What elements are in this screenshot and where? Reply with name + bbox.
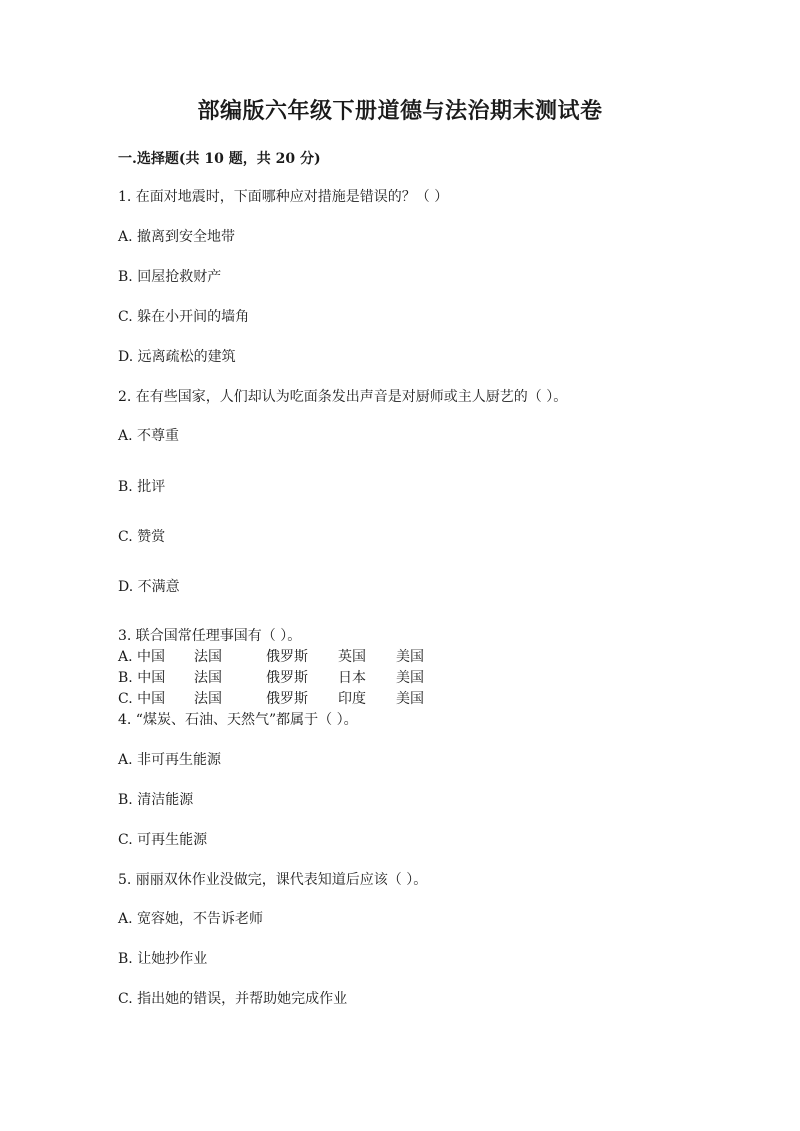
option-cell: 俄罗斯 <box>266 670 308 686</box>
option-cell: 美国 <box>396 670 424 686</box>
question-2-option-a: A. 不尊重 <box>118 428 180 444</box>
option-cell: 俄罗斯 <box>266 649 308 665</box>
option-cell: 美国 <box>396 691 424 707</box>
option-cell: C. 中国 <box>118 691 166 707</box>
option-cell: 法国 <box>194 691 222 707</box>
question-5-stem: 5. 丽丽双休作业没做完，课代表知道后应该（ ）。 <box>118 872 428 888</box>
question-2-stem: 2. 在有些国家，人们却认为吃面条发出声音是对厨师或主人厨艺的（ ）。 <box>118 389 568 405</box>
option-cell: 法国 <box>194 649 222 665</box>
question-1-option-b: B. 回屋抢救财产 <box>118 269 222 285</box>
question-4-stem: 4. “煤炭、石油、天然气”都属于（ ）。 <box>118 712 358 728</box>
option-cell: 法国 <box>194 670 222 686</box>
question-1-option-d: D. 远离疏松的建筑 <box>118 349 236 365</box>
option-cell: 英国 <box>338 649 366 665</box>
question-3-stem: 3. 联合国常任理事国有（ ）。 <box>118 628 302 644</box>
question-1-stem: 1. 在面对地震时，下面哪种应对措施是错误的？（ ） <box>118 189 449 205</box>
question-2-option-d: D. 不满意 <box>118 579 180 595</box>
option-cell: B. 中国 <box>118 670 166 686</box>
question-1-option-a: A. 撤离到安全地带 <box>118 229 236 245</box>
page-title: 部编版六年级下册道德与法治期末测试卷 <box>197 98 603 124</box>
option-cell: A. 中国 <box>118 649 166 665</box>
question-4-option-a: A. 非可再生能源 <box>118 752 222 768</box>
question-4-option-c: C. 可再生能源 <box>118 832 208 848</box>
question-5-option-c: C. 指出她的错误，并帮助她完成作业 <box>118 991 348 1007</box>
option-cell: 日本 <box>338 670 366 686</box>
question-2-option-b: B. 批评 <box>118 479 166 495</box>
question-4-option-b: B. 清洁能源 <box>118 792 194 808</box>
question-5-option-b: B. 让她抄作业 <box>118 951 208 967</box>
option-cell: 美国 <box>396 649 424 665</box>
option-cell: 俄罗斯 <box>266 691 308 707</box>
section-heading: 一.选择题(共 10 题，共 20 分) <box>118 151 321 167</box>
question-1-option-c: C. 躲在小开间的墙角 <box>118 309 250 325</box>
option-cell: 印度 <box>338 691 366 707</box>
question-2-option-c: C. 赞赏 <box>118 529 166 545</box>
question-5-option-a: A. 宽容她，不告诉老师 <box>118 911 264 927</box>
